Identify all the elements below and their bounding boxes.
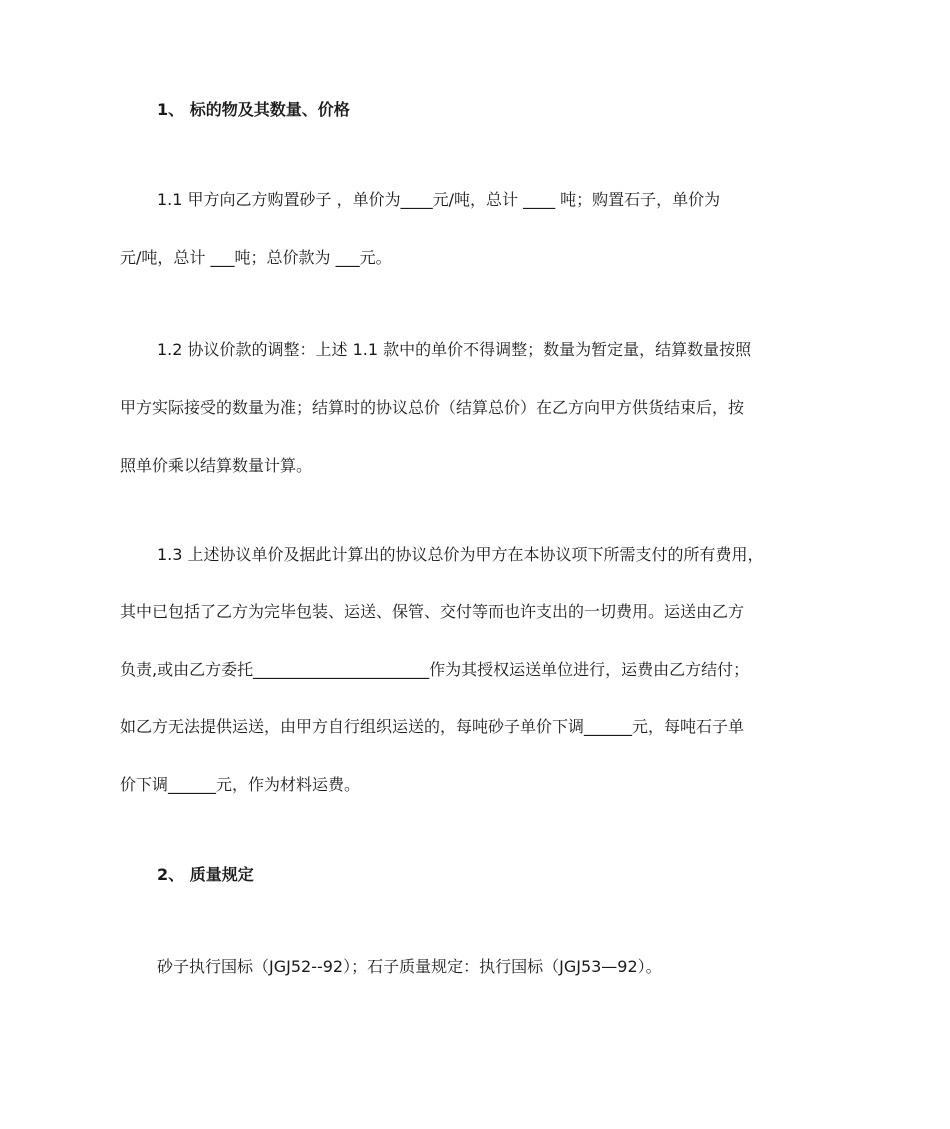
clause-1-2-line-2: 甲方实际接受的数量为准；结算时的协议总价（结算总价）在乙方向甲方供货结束后，按 — [120, 398, 745, 417]
clause-1-3-line-5: 价下调______元，作为材料运费。 — [120, 775, 361, 794]
section-1-heading: 1、 标的物及其数量、价格 — [157, 100, 350, 119]
section-2-heading: 2、 质量规定 — [157, 865, 254, 884]
clause-1-2-line-3: 照单价乘以结算数量计算。 — [120, 456, 313, 475]
clause-1-2-line-1: 1.2 协议价款的调整：上述 1.1 款中的单价不得调整；数量为暂定量，结算数量按照 — [157, 340, 752, 359]
clause-1-3-line-1: 1.3 上述协议单价及据此计算出的协议总价为甲方在本协议项下所需支付的所有费用， — [157, 545, 764, 564]
clause-1-3-line-3: 负责,或由乙方委托______________________作为其授权运送单位进行，运费由乙方结付； — [120, 660, 750, 679]
clause-1-3-line-4: 如乙方无法提供运送，由甲方自行组织运送的，每吨砂子单价下调______元，每吨石子单 — [120, 717, 745, 736]
clause-1-1-line-1: 1.1 甲方向乙方购置砂子 ，单价为____元/吨，总计 ____ 吨；购置石子，单价为 — [157, 190, 721, 209]
clause-1-1-line-2: 元/吨，总计 ___吨；总价款为 ___元。 — [120, 248, 392, 267]
clause-1-3-line-2: 其中已包括了乙方为完毕包装、运送、保管、交付等而也许支出的一切费用。运送由乙方 — [120, 602, 745, 621]
section-2-paragraph: 砂子执行国标（JGJ52--92）；石子质量规定：执行国标（JGJ53—92）。 — [157, 957, 662, 976]
